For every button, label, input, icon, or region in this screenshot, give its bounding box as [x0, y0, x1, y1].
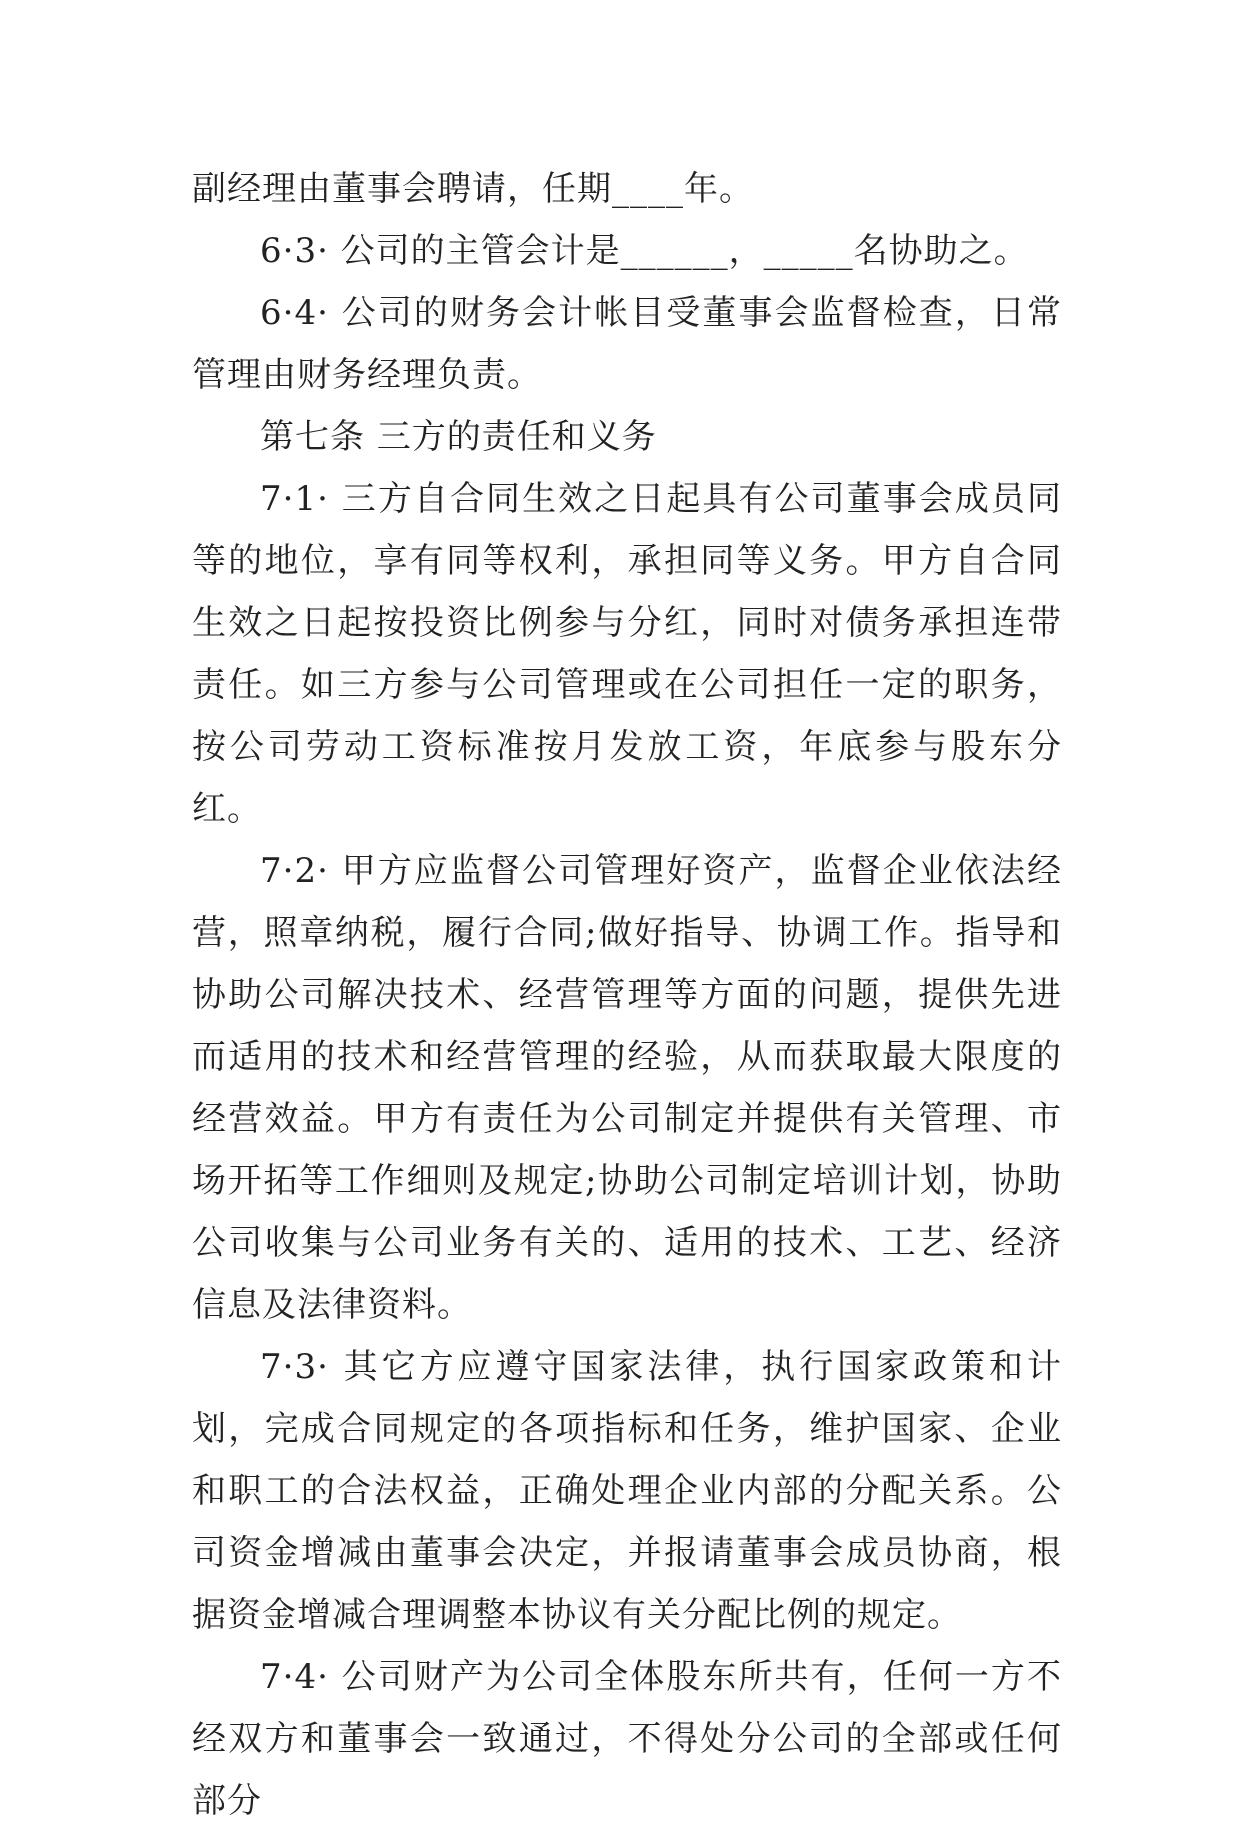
- paragraph-7-1: 7·1· 三方自合同生效之日起具有公司董事会成员同等的地位，享有同等权利，承担同等义务。甲方自合同生效之日起按投资比例参与分红，同时对债务承担连带责任。如三方参与公司管理或在公司担任一定的职务，按公司劳动工资标准按月发放工资，年底参与股东分红。: [192, 479, 1062, 829]
- paragraph-7-3: 7·3· 其它方应遵守国家法律，执行国家政策和计划，完成合同规定的各项指标和任务，维护国家、企业和职工的合法权益，正确处理企业内部的分配关系。公司资金增减由董事会决定，并报请董事会成员协商，根据资金增减合理调整本协议有关分配比例的规定。: [192, 1347, 1062, 1635]
- paragraph-6-3: 6·3· 公司的主管会计是______，_____名协助之。: [260, 231, 1029, 271]
- document-body: [192, 158, 1062, 1832]
- paragraph-7-4: 7·4· 公司财产为公司全体股东所共有，任何一方不经双方和董事会一致通过，不得处分公司的全部或任何部分: [192, 1657, 1062, 1821]
- paragraph-6-4: 6·4· 公司的财务会计帐目受董事会监督检查，日常管理由财务经理负责。: [192, 293, 1062, 395]
- paragraph-continuation: 副经理由董事会聘请，任期____年。: [192, 169, 754, 209]
- section-heading-article-7: 第七条 三方的责任和义务: [260, 417, 657, 457]
- paragraph-7-2: 7·2· 甲方应监督公司管理好资产，监督企业依法经营，照章纳税，履行合同;做好指导、协调工作。指导和协助公司解决技术、经营管理等方面的问题，提供先进而适用的技术和经营管理的经验，从而获取最大限度的经营效益。甲方有责任为公司制定并提供有关管理、市场开拓等工作细则及规定;协助公司制定培训计划，协助公司收集与公司业务有关的、适用的技术、工艺、经济信息及法律资料。: [192, 851, 1062, 1325]
